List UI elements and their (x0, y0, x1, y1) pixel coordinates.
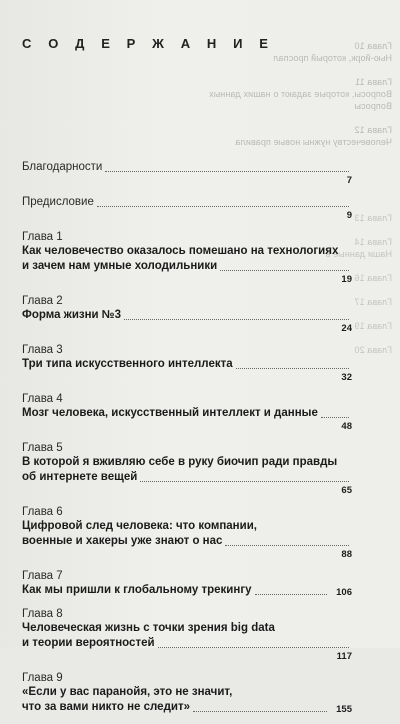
page-number: 19 (341, 274, 352, 285)
chapter-label: Глава 2 (22, 295, 63, 307)
entry-title: «Если у вас паранойя, это не значит, (22, 686, 233, 698)
leader-dots (105, 171, 349, 172)
entry-title-line2: военные и хакеры уже знают о нас (22, 535, 223, 547)
leader-dots (255, 594, 327, 595)
page-number: 117 (336, 651, 352, 662)
leader-dots (97, 206, 349, 207)
toc-entry-chapter-6[interactable] (22, 505, 352, 560)
toc-entry-chapter-5[interactable] (22, 441, 352, 496)
bleed-through-text-top: Глава 10 Нью-йорк, который проспал Глава 11 Вопросы, которые задают о наших данных Вопросы Глава 12 Человечеству нужны новые правила (209, 41, 392, 147)
toc-entry-acknowledgements[interactable] (22, 160, 352, 186)
chapter-label: Глава 4 (22, 393, 63, 405)
chapter-label: Глава 8 (22, 608, 63, 620)
entry-title: Форма жизни №3 (22, 309, 122, 321)
chapter-label: Глава 5 (22, 442, 63, 454)
page-number: 106 (336, 587, 352, 598)
page-number: 155 (336, 704, 352, 715)
page-number: 48 (341, 421, 352, 432)
table-of-contents (22, 160, 352, 724)
page-number: 7 (346, 175, 352, 186)
entry-title: Как мы пришли к глобальному трекингу (22, 584, 252, 596)
entry-title: Мозг человека, искусственный интеллект и данные (22, 407, 318, 419)
toc-entry-chapter-8[interactable] (22, 607, 352, 662)
toc-entry-chapter-7[interactable] (22, 569, 352, 598)
entry-title: Предисловие (22, 196, 94, 208)
entry-title-line2: и теории вероятностей (22, 637, 155, 649)
page-number: 24 (341, 323, 352, 334)
page-number: 88 (341, 549, 352, 560)
chapter-label: Глава 7 (22, 570, 63, 582)
page-title: С О Д Е Р Ж А Н И Е (22, 36, 275, 51)
leader-dots (124, 319, 349, 320)
leader-dots (236, 368, 349, 369)
page-number: 65 (341, 485, 352, 496)
toc-entry-chapter-9[interactable] (22, 671, 352, 715)
toc-entry-chapter-3[interactable] (22, 343, 352, 383)
entry-title: Три типа искусственного интеллекта (22, 358, 233, 370)
toc-entry-chapter-4[interactable] (22, 392, 352, 432)
leader-dots (140, 481, 349, 482)
entry-title: Человеческая жизнь с точки зрения big data (22, 622, 275, 634)
leader-dots (193, 711, 327, 712)
toc-entry-chapter-1[interactable] (22, 230, 352, 285)
page-number: 32 (341, 372, 352, 383)
entry-title-line2: и зачем нам умные холодильники (22, 260, 218, 272)
entry-title: В которой я вживляю себе в руку биочип ради правды (22, 456, 338, 468)
leader-dots (225, 545, 349, 546)
chapter-label: Глава 3 (22, 344, 63, 356)
toc-entry-chapter-2[interactable] (22, 294, 352, 334)
page-number: 9 (346, 210, 352, 221)
leader-dots (321, 417, 349, 418)
entry-title-line2: об интернете вещей (22, 471, 138, 483)
bleed-through-text-mid: Глава 13 Глава 14 Наши данные в Глава 16 Глава 17 Глава 19 Глава 20 (325, 213, 392, 355)
entry-title: Благодарности (22, 161, 103, 173)
toc-entry-preface[interactable] (22, 195, 352, 221)
chapter-label: Глава 6 (22, 506, 63, 518)
leader-dots (158, 647, 349, 648)
chapter-label: Глава 1 (22, 231, 63, 243)
entry-title: Цифровой след человека: что компании, (22, 520, 257, 532)
entry-title: Как человечество оказалось помешано на технологиях (22, 245, 339, 257)
entry-title-line2: что за вами никто не следит» (22, 701, 190, 713)
chapter-label: Глава 9 (22, 672, 63, 684)
leader-dots (220, 270, 349, 271)
